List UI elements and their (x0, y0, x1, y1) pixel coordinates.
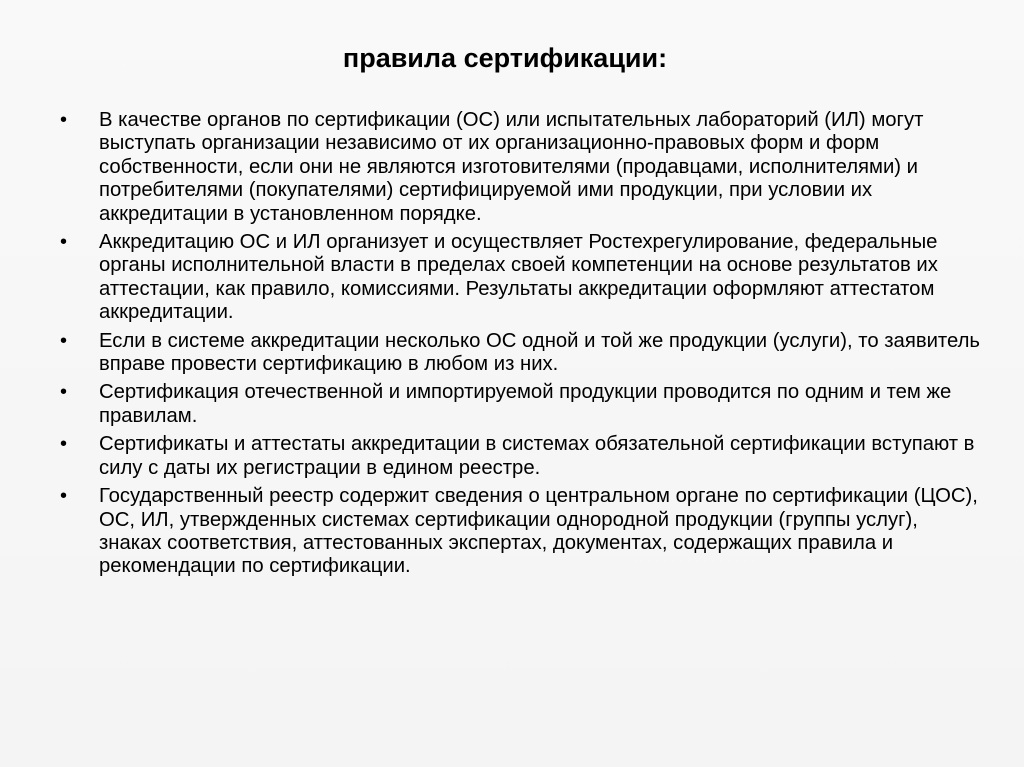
list-item (60, 231, 980, 325)
list-item-text: Аккредитацию ОС и ИЛ организует и осуществляет Ростехрегулирование, федеральные органы исполнительной власти в пределах своей компетенции на основе результатов их аттестации, как правило, комиссиями. Результаты аккредитации оформляют аттестатом аккредитации. (99, 231, 938, 324)
list-item (60, 485, 980, 579)
list-item-text: Если в системе аккредитации несколько ОС одной и той же продукции (услуги), то заявитель вправе провести сертификацию в любом из них. (99, 329, 980, 376)
bullet-icon: • (60, 329, 68, 352)
list-item (60, 109, 980, 226)
list-item (60, 433, 980, 480)
list-item-text: Сертификаты и аттестаты аккредитации в системах обязательной сертификации вступают в силу с даты их регистрации в едином реестре. (99, 433, 975, 479)
bullet-icon: • (60, 381, 68, 404)
list-item-text: Государственный реестр содержит сведения о центральном органе по сертификации (ЦОС), ОС, ИЛ, утвержденных системах сертификации однородной продукции (группы услуг), знаках соответствия, аттестованных экспертах, документах, содержащих правила и рекомендации по сертификации. (99, 485, 978, 578)
bullet-list (60, 109, 980, 584)
list-item-text: Сертификация отечественной и импортируемой продукции проводится по одним и тем же правилам. (99, 381, 952, 427)
bullet-icon: • (60, 109, 68, 131)
list-item-text: В качестве органов по сертификации (ОС) или испытательных лабораторий (ИЛ) могут выступать организации независимо от их организационно-правовых форм и форм собственности, если они не являются изготовителями (продавцами, исполнителями) и потребителями (покупателями) сертифицируемой ими продукции, при условии их аккредитации в установленном порядке. (99, 109, 924, 225)
list-item (60, 381, 980, 428)
page-title: правила сертификации: (342, 43, 668, 73)
bullet-icon: • (60, 485, 68, 508)
list-item (60, 330, 980, 377)
bullet-icon: • (60, 433, 68, 456)
bullet-icon: • (60, 231, 68, 254)
